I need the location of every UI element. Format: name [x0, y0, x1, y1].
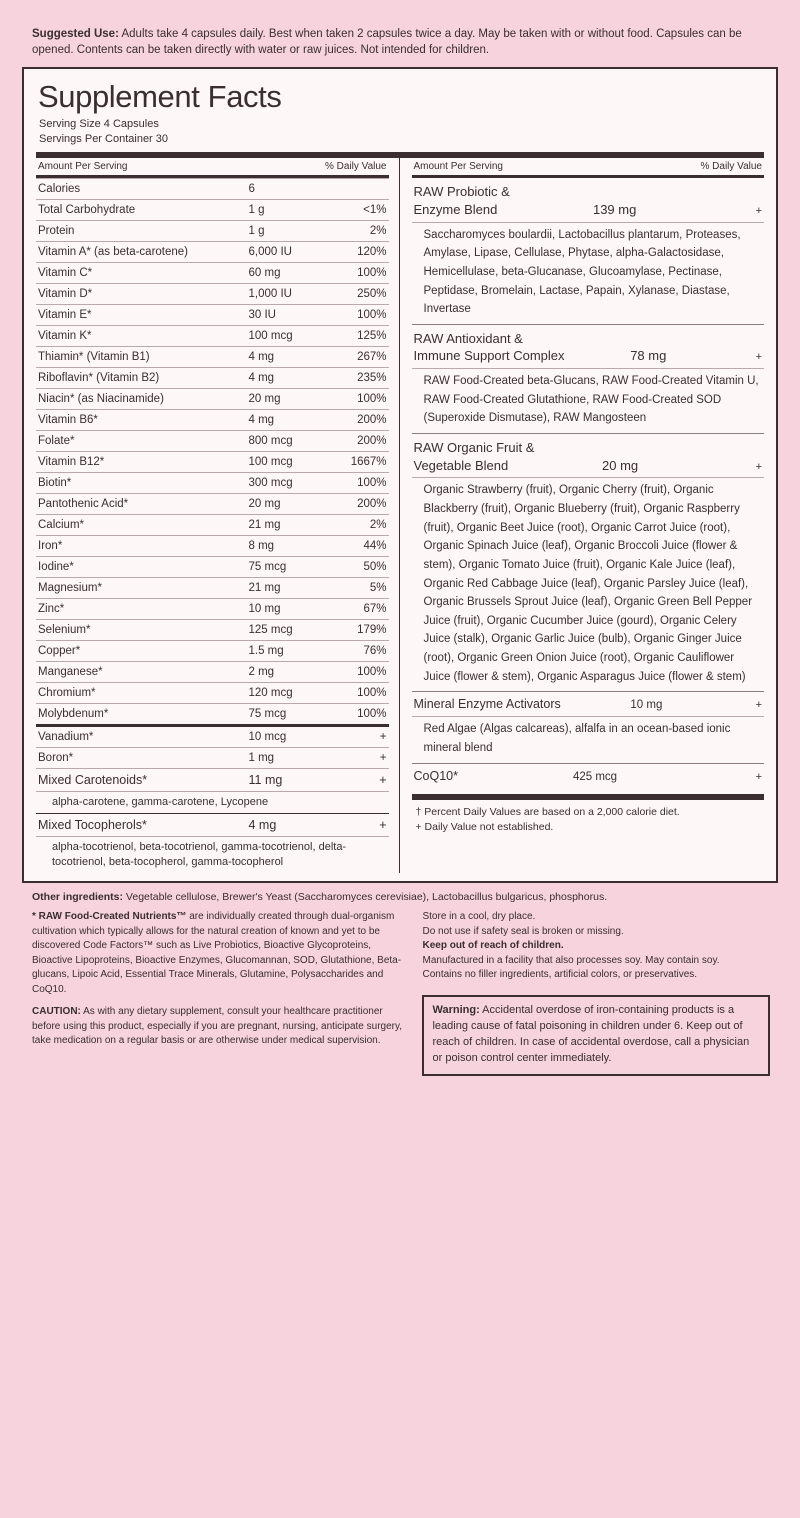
suggested-use-text: Adults take 4 capsules daily. Best when taken 2 capsules twice a day. May be taken with or without food. Capsules can be opened. Contents can be taken directly with water or raw juices. Not intended for children.: [32, 28, 742, 57]
table-row: [36, 430, 389, 451]
nutrient-dv: 100%: [357, 267, 387, 280]
blend-ingredients: RAW Food-Created beta-Glucans, RAW Food-Created Vitamin U, RAW Food-Created Glutathione, RAW Food-Created SOD (Superoxide Dismutase), RAW Mangosteen: [412, 368, 765, 433]
allergen-line: Manufactured in a facility that also processes soy. May contain soy.: [422, 954, 720, 966]
footnote-daily-values: † Percent Daily Values are based on a 2,000 calorie diet.: [415, 805, 680, 818]
nutrient-name: Boron*: [38, 752, 74, 765]
nutrient-name: Iodine*: [38, 561, 74, 574]
nutrient-dv: +: [379, 818, 387, 833]
nutrient-amount: 300 mcg: [248, 477, 293, 490]
serving-size: Serving Size 4 Capsules: [39, 118, 159, 131]
nutrient-amount: 75 mcg: [248, 708, 287, 721]
blend-amount: 78 mg: [630, 348, 667, 364]
bottom-left-column: [32, 910, 408, 1075]
other-ingredients-text: Vegetable cellulose, Brewer's Yeast (Saccharomyces cerevisiae), Lactobacillus bulgaricus, phosphorus.: [123, 890, 608, 903]
nutrient-dv: 100%: [357, 687, 387, 700]
table-row: [36, 661, 389, 682]
table-row: [36, 178, 389, 199]
table-row: [36, 304, 389, 325]
bottom-right-column: [422, 910, 770, 1075]
blend-name-line2: Vegetable Blend: [413, 457, 509, 473]
table-row: [36, 577, 389, 598]
nutrient-dv: +: [379, 731, 387, 744]
nutrient-dv: 120%: [357, 246, 387, 259]
table-row: [36, 703, 389, 724]
blend-dv: +: [755, 351, 762, 364]
keep-out-of-reach-line: Keep out of reach of children.: [422, 940, 564, 952]
nutrient-name: Riboflavin* (Vitamin B2): [38, 372, 160, 385]
blend-name-line1: RAW Probiotic &: [413, 184, 510, 200]
nutrient-amount: 100 mcg: [248, 330, 293, 343]
right-column-header: [412, 158, 765, 175]
nutrient-amount: 4 mg: [248, 818, 277, 833]
nutrient-dv: 100%: [357, 708, 387, 721]
nutrient-dv: 50%: [363, 561, 387, 574]
nutrient-dv: 44%: [363, 540, 387, 553]
nutrient-amount: 1 g: [248, 225, 265, 238]
table-row: [36, 409, 389, 430]
nutrient-name: Iron*: [38, 540, 63, 553]
nutrient-amount: 8 mg: [248, 540, 275, 553]
nutrient-dv: 100%: [357, 393, 387, 406]
facts-columns: [36, 158, 764, 873]
nutrient-amount: 4 mg: [248, 351, 275, 364]
table-row: [36, 367, 389, 388]
nutrient-amount: 2 mg: [248, 666, 275, 679]
nutrient-amount: 4 mg: [248, 372, 275, 385]
nutrient-dv: <1%: [363, 204, 387, 217]
nutrient-name: Vitamin C*: [38, 267, 93, 280]
table-row: [36, 241, 389, 262]
coq10-name: CoQ10*: [413, 768, 458, 783]
blend-name-line1: RAW Antioxidant &: [413, 330, 523, 346]
nutrient-dv: 5%: [369, 582, 387, 595]
daily-value-header: % Daily Value: [700, 161, 762, 173]
coq10-amount: 425 mcg: [572, 770, 618, 783]
nutrient-dv: 100%: [357, 477, 387, 490]
supplement-facts-panel: [22, 67, 778, 883]
nutrient-name: Magnesium*: [38, 582, 102, 595]
table-row: [36, 535, 389, 556]
blend-name-line2: Enzyme Blend: [413, 201, 498, 217]
mineral-activators-ingredients: Red Algae (Algas calcareas), alfalfa in an ocean-based ionic mineral blend: [412, 716, 765, 762]
nutrient-amount: 100 mcg: [248, 456, 293, 469]
coq10-row: [412, 764, 765, 788]
nutrient-name: Vitamin B6*: [38, 414, 98, 427]
blend-dv: +: [755, 204, 762, 217]
suggested-use: [22, 20, 778, 67]
nutrient-amount: 6,000 IU: [248, 246, 292, 259]
nutrient-amount: 1.5 mg: [248, 645, 284, 658]
table-row: [36, 283, 389, 304]
nutrient-amount: 75 mcg: [248, 561, 287, 574]
raw-nutrients-text: are individually created through dual-organism cultivation which typically allows for the natural creation of known and yet to be discovered Code Factors™ such as Live Probiotics, Bioactive Glycoproteins, Bioactive Lipoproteins, Bioactive Enzymes, Glucomannan, SOD, Glutathione, Beta-glucans, Lipoic Acid, Essential Trace Minerals, Glutamine, Polysaccharides and CoQ10.: [32, 911, 402, 995]
blend-dv: +: [755, 460, 762, 473]
nutrient-dv: 200%: [357, 498, 387, 511]
caution-text: As with any dietary supplement, consult your healthcare practitioner before using this product, especially if you are pregnant, nursing, anticipate surgery, take medication on a regular basis or are otherwise under medical supervision.: [32, 1006, 403, 1047]
nutrient-name: Thiamin* (Vitamin B1): [38, 351, 150, 364]
nutrient-name: Vitamin D*: [38, 288, 93, 301]
mineral-activators-dv: +: [755, 699, 762, 712]
nutrient-amount: 11 mg: [248, 773, 283, 788]
nutrient-dv: 100%: [357, 666, 387, 679]
amount-per-serving-header: Amount Per Serving: [38, 161, 128, 173]
nutrient-name: Copper*: [38, 645, 81, 658]
nutrient-amount: 6: [248, 183, 255, 196]
nutrient-name: Mixed Tocopherols*: [38, 818, 147, 833]
nutrient-name: Vanadium*: [38, 731, 94, 744]
blend-header: [412, 325, 765, 368]
table-row: [36, 598, 389, 619]
nutrient-name: Vitamin B12*: [38, 456, 105, 469]
nutrient-name: Pantothenic Acid*: [38, 498, 129, 511]
caution-note: [32, 1005, 408, 1049]
raw-nutrients-label: * RAW Food-Created Nutrients™: [32, 911, 187, 923]
no-fillers-line: Contains no filler ingredients, artificial colors, or preservatives.: [422, 969, 698, 981]
nutrient-dv: 76%: [363, 645, 387, 658]
nutrient-name: Chromium*: [38, 687, 96, 700]
table-row: [36, 768, 389, 791]
nutrient-name: Calories: [38, 183, 81, 196]
nutrient-name: Selenium*: [38, 624, 91, 637]
nutrient-dv: 250%: [357, 288, 387, 301]
nutrient-name: Niacin* (as Niacinamide): [38, 393, 164, 406]
warning-text: Accidental overdose of iron-containing products is a leading cause of fatal poisoning in children under 6. Keep out of reach of children. In case of accidental overdose, call a physician or poison control center immediately.: [432, 1003, 750, 1064]
nutrient-dv: 235%: [357, 372, 387, 385]
caution-label: CAUTION:: [32, 1006, 81, 1018]
table-row: [36, 619, 389, 640]
nutrient-amount: 125 mcg: [248, 624, 293, 637]
nutrient-name: Calcium*: [38, 519, 85, 532]
blend-name-line1: RAW Organic Fruit &: [413, 440, 535, 456]
table-row: [36, 325, 389, 346]
nutrient-dv: 179%: [357, 624, 387, 637]
table-row: [36, 640, 389, 661]
nutrient-name: Vitamin E*: [38, 309, 92, 322]
nutrient-name: Molybdenum*: [38, 708, 109, 721]
coq10-dv: +: [755, 770, 762, 783]
nutrient-dv: 200%: [357, 414, 387, 427]
nutrient-dv: 100%: [357, 309, 387, 322]
table-row: [36, 262, 389, 283]
nutrient-amount: 1 mg: [248, 752, 275, 765]
footnotes: [412, 800, 765, 839]
nutrient-name: Protein: [38, 225, 75, 238]
serving-info: [39, 117, 764, 146]
other-ingredients: [22, 883, 778, 911]
nutrient-amount: 60 mg: [248, 267, 281, 280]
table-row: [36, 451, 389, 472]
nutrient-amount: 20 mg: [248, 498, 281, 511]
nutrient-name: Vitamin K*: [38, 330, 92, 343]
table-row: [36, 514, 389, 535]
warning-box: [422, 995, 770, 1076]
blend-amount: 139 mg: [592, 201, 637, 217]
nutrient-name: Folate*: [38, 435, 75, 448]
daily-value-header: % Daily Value: [324, 161, 387, 173]
nutrient-amount: 10 mg: [248, 603, 281, 616]
mineral-activators-name: Mineral Enzyme Activators: [413, 697, 561, 712]
warning-label: Warning:: [432, 1003, 480, 1016]
amount-per-serving-header: Amount Per Serving: [413, 161, 503, 173]
nutrient-amount: 20 mg: [248, 393, 281, 406]
table-row: [36, 220, 389, 241]
table-row: [36, 472, 389, 493]
table-row: [36, 813, 389, 836]
nutrient-name: Biotin*: [38, 477, 72, 490]
suggested-use-label: Suggested Use:: [32, 28, 119, 40]
nutrient-dv: 1667%: [350, 456, 387, 469]
table-row: [36, 199, 389, 220]
table-row: [36, 727, 389, 747]
facts-column-right: [399, 158, 765, 873]
table-row: [36, 556, 389, 577]
nutrient-amount: 10 mcg: [248, 731, 287, 744]
table-row: [36, 493, 389, 514]
left-column-header: [36, 158, 389, 175]
nutrient-name: Mixed Carotenoids*: [38, 773, 148, 788]
nutrient-amount: 21 mg: [248, 519, 281, 532]
nutrient-amount: 800 mcg: [248, 435, 293, 448]
nutrient-amount: 21 mg: [248, 582, 281, 595]
table-row: [36, 388, 389, 409]
nutrient-dv: 2%: [369, 519, 387, 532]
nutrient-amount: 30 IU: [248, 309, 276, 322]
nutrient-dv: 2%: [369, 225, 387, 238]
nutrient-dv: 67%: [363, 603, 387, 616]
nutrient-dv: 125%: [357, 330, 387, 343]
table-row: [36, 747, 389, 768]
nutrient-name: Manganese*: [38, 666, 103, 679]
other-ingredients-label: Other ingredients:: [32, 890, 124, 903]
nutrient-amount: 1 g: [248, 204, 265, 217]
mineral-activators-amount: 10 mg: [630, 699, 663, 712]
blend-name-line2: Immune Support Complex: [413, 348, 565, 364]
blend-amount: 20 mg: [602, 457, 639, 473]
footnote-dv-not-established: + Daily Value not established.: [415, 821, 554, 834]
nutrient-amount: 120 mcg: [248, 687, 293, 700]
raw-nutrients-note: [32, 910, 408, 997]
page-title: Supplement Facts: [38, 78, 282, 114]
nutrient-name: Vitamin A* (as beta-carotene): [38, 246, 189, 259]
blend-header: [412, 178, 765, 221]
storage-line: Store in a cool, dry place.: [422, 911, 536, 923]
blend-ingredients: Organic Strawberry (fruit), Organic Cherry (fruit), Organic Blackberry (fruit), Organic Blueberry (fruit), Organic Raspberry (fruit), Organic Beet Juice (root), Organic Carrot Juice (root), Organic Spinach Juice (leaf), Organic Broccoli Juice (flower & stem), Organic Tomato Juice (fruit), Organic Kale Juice (leaf), Organic Red Cabbage Juice (leaf), Organic Parsley Juice (leaf), Organic Brussels Sprout Juice (leaf), Organic Green Bell Pepper Juice (fruit), Organic Cucumber Juice (gourd), Organic Celery Juice (stalk), Organic Garlic Juice (bulb), Organic Ginger Juice (root), Organic Green Onion Juice (root), Organic Cauliflower Juice (flower & stem), Organic Asparagus Juice (flower & stem): [412, 477, 765, 691]
nutrient-name: Total Carbohydrate: [38, 204, 136, 217]
nutrient-name: Zinc*: [38, 603, 65, 616]
table-row: [36, 346, 389, 367]
nutrient-dv: 267%: [357, 351, 387, 364]
nutrient-dv: 200%: [357, 435, 387, 448]
mineral-activators-row: [412, 692, 765, 716]
tocopherol-detail: alpha-tocotrienol, beta-tocotrienol, gamma-tocotrienol, delta-tocotrienol, beta-tocopherol, gamma-tocopherol: [36, 836, 389, 873]
blend-ingredients: Saccharomyces boulardii, Lactobacillus plantarum, Proteases, Amylase, Lipase, Cellulase, Phytase, alpha-Galactosidase, Hemicellulase, beta-Glucanase, Glucoamylase, Pectinase, Peptidase, Bromelain, Lactase, Papain, Xylanase, Diastase, Invertase: [412, 222, 765, 324]
nutrient-amount: 1,000 IU: [248, 288, 292, 301]
bottom-fine-print: [22, 910, 778, 1075]
blend-header: [412, 434, 765, 477]
safety-seal-line: Do not use if safety seal is broken or missing.: [422, 925, 624, 937]
nutrient-dv: +: [379, 773, 387, 788]
servings-per-container: Servings Per Container 30: [39, 132, 169, 145]
nutrient-amount: 4 mg: [248, 414, 275, 427]
facts-column-left: [36, 158, 399, 873]
carotenoid-detail: alpha-carotene, gamma-carotene, Lycopene: [36, 791, 389, 813]
nutrient-dv: +: [379, 752, 387, 765]
table-row: [36, 682, 389, 703]
